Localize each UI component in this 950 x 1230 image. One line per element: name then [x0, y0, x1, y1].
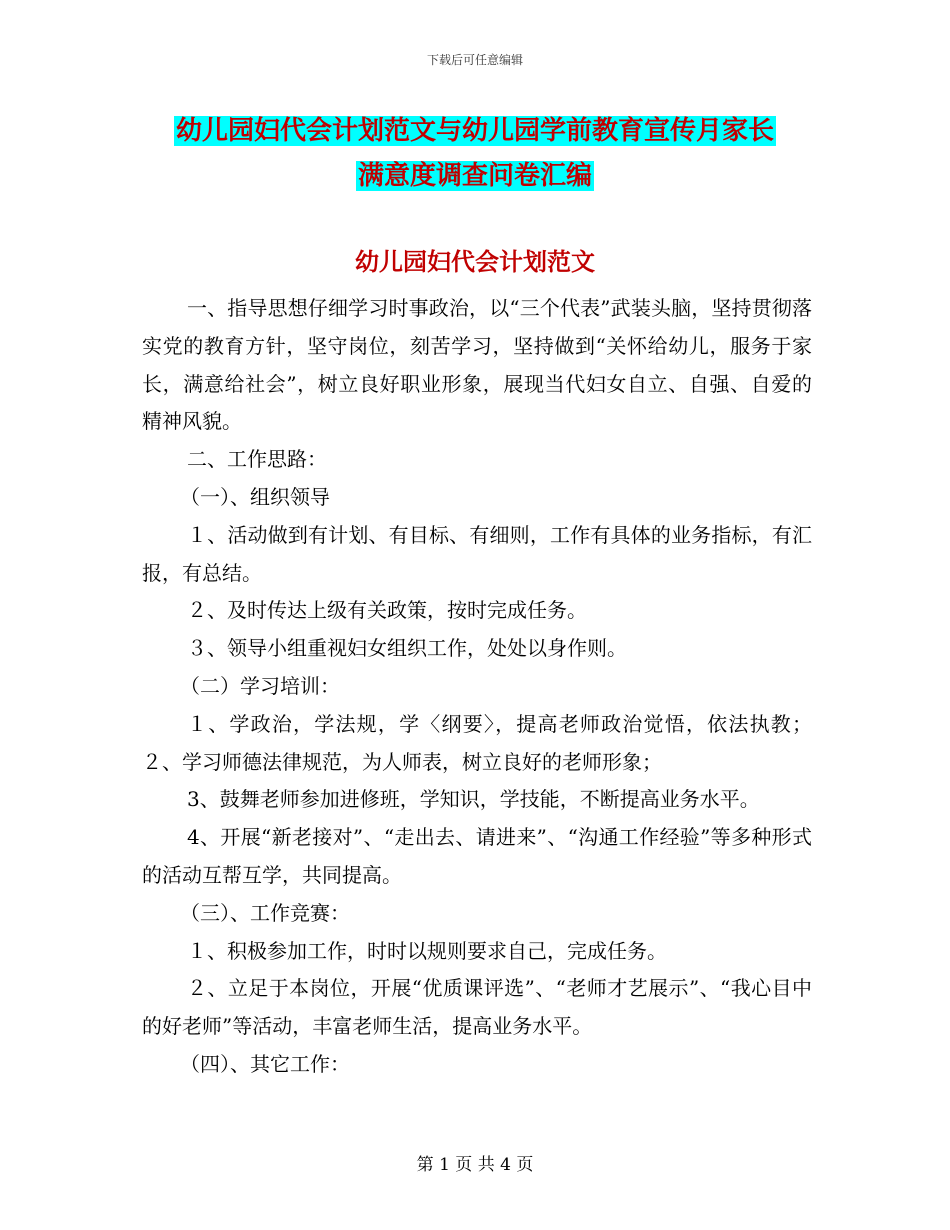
paragraph-item: ３、领导小组重视妇女组织工作，处处以身作则。 [187, 636, 627, 661]
paragraph-heading-competition: （三）、工作竞赛： [180, 900, 350, 925]
header-note: 下载后可任意编辑 [426, 53, 523, 67]
paragraph-item: 3、鼓舞老师参加进修班，学知识，学技能，不断提高业务水平。 [187, 787, 760, 812]
paragraph-heading-training: （二）学习培训： [180, 673, 340, 698]
section-title: 幼儿园妇代会计划范文 [355, 248, 595, 276]
title-highlight: 满意度调查问卷汇编 [357, 161, 592, 191]
document-title-line-2 [140, 157, 810, 195]
paragraph-work-approach: 二、工作思路： [187, 447, 327, 472]
title-highlight: 幼儿园妇代会计划范文与幼儿园学前教育宣传月家长 [175, 116, 774, 146]
document-title-line-1 [140, 112, 810, 150]
paragraph-item: １、活动做到有计划、有目标、有细则，工作有具体的业务指标，有汇报，有总结。 [142, 522, 812, 585]
paragraph-item: １、积极参加工作，时时以规则要求自己，完成任务。 [187, 938, 667, 963]
paragraph-guiding-ideology: 一、指导思想仔细学习时事政治，以“三个代表”武装头脑，坚持贯彻落实党的教育方针，坚守岗位，刻苦学习，坚持做到“关怀给幼儿，服务于家长，满意给社会”，树立良好职业形象，展现当代妇女自立、自强、自爱的精神风貌。 [142, 296, 812, 434]
paragraph-heading-organization: （一）、组织领导 [180, 484, 330, 509]
paragraph-item: １、学政治，学法规，学〈纲要〉，提高老师政治觉悟，依法执教；２、学习师德法律规范，为人师表，树立良好的老师形象； [142, 711, 812, 774]
page-footer: 第 1 页 共 4 页 [416, 1155, 534, 1175]
paragraph-item: ２、及时传达上级有关政策，按时完成任务。 [187, 598, 587, 623]
paragraph-heading-other: （四）、其它工作： [180, 1051, 350, 1076]
paragraph-item: ２、立足于本岗位，开展“优质课评选”、“老师才艺展示”、“我心目中的好老师”等活动，丰富老师生活，提高业务水平。 [142, 976, 812, 1039]
document-body [142, 290, 812, 1084]
paragraph-item: 4、开展“新老接对”、“走出去、请进来”、“沟通工作经验”等多种形式的活动互帮互学，共同提高。 [142, 825, 812, 887]
